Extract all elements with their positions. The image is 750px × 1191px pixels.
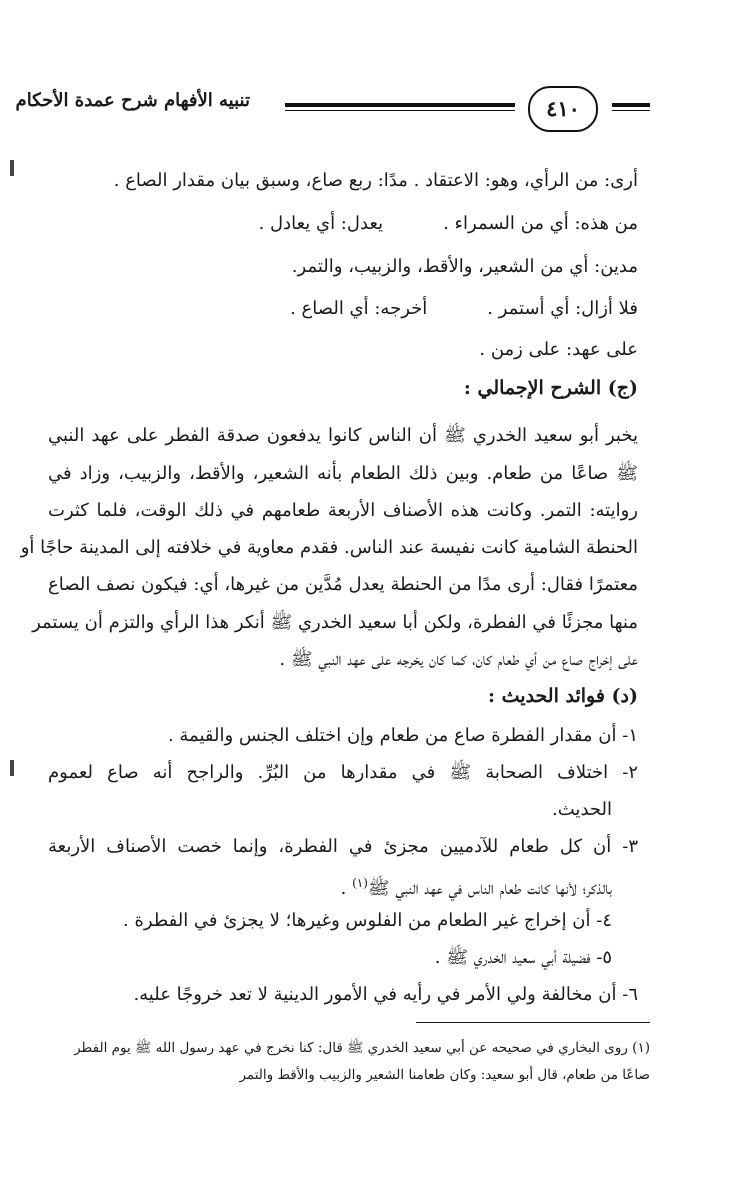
vocab-line: على عهد: على زمن . [479,339,638,360]
paragraph-line: روايته: التمر. وكانت هذه الأصناف الأربعة طعامهم في ذلك الوقت، فلما كثرت [48,500,638,521]
margin-mark [10,760,14,776]
page-number: ٤١٠ [528,86,598,132]
list-item-continuation: الحديث. [552,799,612,820]
header-rule-right-thick [612,103,650,107]
header-rule-thick [285,103,515,107]
paragraph-line: منها مجزئًا في الفطرة، ولكن أبا سعيد الخدري ﷺ أنكر هذا الرأي والتزم أن يستمر [32,612,638,633]
list-item: ٤- أن إخراج غير الطعام من الفلوس وغيرها؛ لا يجزئ في الفطرة . [123,910,612,931]
vocab-entry: أخرجه: أي الصاع . [290,298,428,319]
list-item: ٥- فضيلة أبي سعيد الخدري ﷺ . [434,947,612,968]
paragraph-line: معتمرًا فقال: أرى مدًا من الحنطة يعدل مُدَّين من غيرها، أي: فيكون نصف الصاع [48,574,638,595]
vocab-line: مدين: أي من الشعير، والأقط، والزبيب، والتمر. [291,256,638,277]
margin-mark [10,160,14,176]
footnote-rule [416,1022,650,1023]
list-item: ٦- أن مخالفة ولي الأمر في رأيه في الأمور الدينية لا تعد خروجًا عليه. [133,984,638,1005]
list-item: ١- أن مقدار الفطرة صاع من طعام وإن اختلف الجنس والقيمة . [167,725,638,746]
vocab-line: أرى: من الرأي، وهو: الاعتقاد . مدًا: ربع صاع، وسبق بيان مقدار الصاع . [113,170,638,191]
footnote-line: صاعًا من طعام، قال أبو سعيد: وكان طعامنا الشعير والزبيب والأقط والتمر [239,1067,650,1083]
page-header [0,80,750,140]
header-rule-thin [285,110,515,111]
vocab-line [290,296,638,322]
list-item: ٢- اختلاف الصحابة ﷺ في مقدارها من البُرِّ. والراجح أنه صاع لعموم [48,762,638,783]
section-heading: (ج) الشرح الإجمالي : [463,377,638,399]
header-rule-right-thin [612,110,650,111]
paragraph-line: ﷺ صاعًا من طعام. وبين ذلك الطعام بأنه الشعير، والأقط، والزبيب، وزاد في [48,463,638,484]
list-item: ٣- أن كل طعام للآدميين مجزئ في الفطرة، وإنما خصت الأصناف الأربعة [48,836,638,857]
paragraph-line: يخبر أبو سعيد الخدري ﷺ أن الناس كانوا يدفعون صدقة الفطر على عهد النبي [48,425,638,446]
vocab-entry: فلا أزال: أي أستمر . [487,298,638,319]
paragraph-line: على إخراج صاع من أي طعام كان، كما كان يخرجه على عهد النبي ﷺ . [279,649,638,670]
section-heading: (د) فوائد الحديث : [488,685,638,707]
footnote-marker: (١) [352,876,368,890]
vocab-entry: يعدل: أي يعادل . [258,213,384,234]
footnote-line: (١) روى البخاري في صحيحه عن أبي سعيد الخدري ﷺ قال: كنا نخرج في عهد رسول الله ﷺ يوم الفطر [74,1040,650,1056]
paragraph-line: الحنطة الشامية كانت نفيسة عند الناس. فقدم معاوية في خلافته إلى المدينة حاجًا أو [20,537,638,558]
list-item-continuation: بالذكر؛ لأنها كانت طعام الناس في عهد النبي ﷺ$^{(١)}$ . [340,876,612,899]
vocab-entry: من هذه: أي من السمراء . [443,213,638,234]
vocab-line [259,211,638,237]
book-title: تنبيه الأفهام شرح عمدة الأحكام [15,90,250,111]
